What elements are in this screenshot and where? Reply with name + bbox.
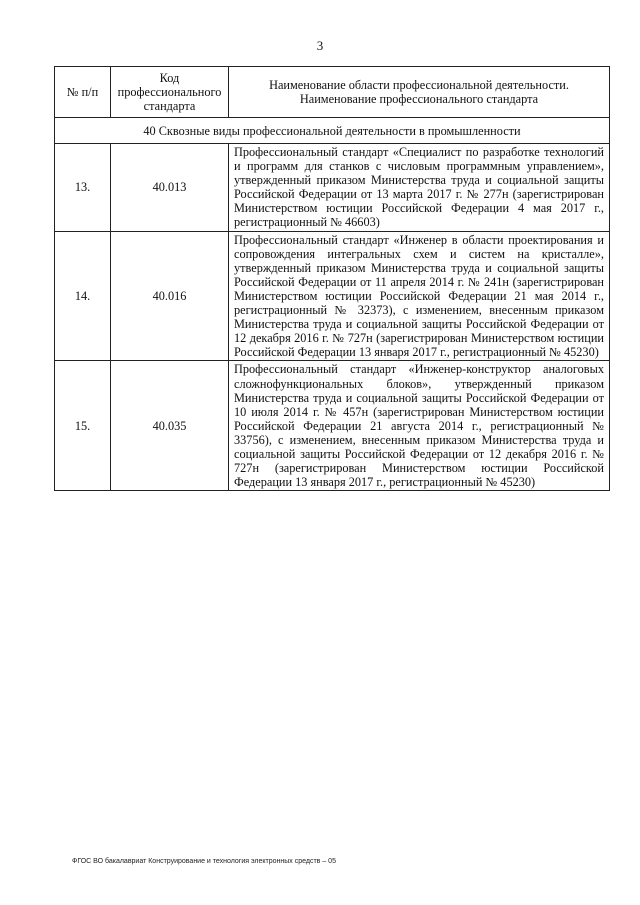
- row-name: Профессиональный стандарт «Инженер в области проектирования и сопровождения интегральных схем и систем на кристалле», утвержденный приказом Министерства труда и социальной защиты Российской Федерации от 11 апреля 2014 г. № 241н (зарегистрирован Министерством юстиции Российской Федерации 21 мая 2014 г., регистрационный № 32373), с изменением, внесенным приказом Министерства труда и социальной защиты Российской Федерации от 12 декабря 2016 г. № 727н (зарегистрирован Министерством юстиции Российской Федерации 13 января 2017 г., регистрационный № 45230): [229, 231, 610, 361]
- header-code: Код профессионального стандарта: [111, 67, 229, 118]
- table-row: [55, 361, 610, 491]
- section-row: [55, 118, 610, 144]
- table-row: [55, 144, 610, 232]
- row-num: 14.: [55, 231, 111, 361]
- row-name: Профессиональный стандарт «Специалист по разработке технологий и программ для станков с числовым программным управлением», утвержденный приказом Министерства труда и социальной защиты Российской Федерации от 13 марта 2017 г. № 277н (зарегистрирован Министерством юстиции Российской Федерации 4 мая 2017 г., регистрационный № 46603): [229, 144, 610, 232]
- header-name-line1: Наименование области профессиональной деятельности.: [269, 78, 569, 92]
- row-code: 40.035: [111, 361, 229, 491]
- row-num: 13.: [55, 144, 111, 232]
- section-title: 40 Сквозные виды профессиональной деятельности в промышленности: [55, 118, 610, 144]
- header-name: [229, 67, 610, 118]
- standards-table: [54, 66, 610, 491]
- table-row: [55, 231, 610, 361]
- header-name-line2: Наименование профессионального стандарта: [299, 92, 539, 106]
- row-name: Профессиональный стандарт «Инженер-конструктор аналоговых сложнофункциональных блоков», утвержденный приказом Министерства труда и социальной защиты Российской Федерации от 10 июля 2014 г. № 457н (зарегистрирован Министерством юстиции Российской Федерации 21 августа 2014 г., регистрационный № 33756), с изменением, внесенным приказом Министерства труда и социальной защиты Российской Федерации от 12 декабря 2016 г. № 727н (зарегистрирован Министерством юстиции Российской Федерации 13 января 2017 г., регистрационный № 45230): [229, 361, 610, 491]
- header-num: № п/п: [55, 67, 111, 118]
- row-code: 40.016: [111, 231, 229, 361]
- page-number: 3: [316, 38, 324, 53]
- row-num: 15.: [55, 361, 111, 491]
- page-footer: ФГОС ВО бакалавриат Конструирование и технология электронных средств – 05: [72, 858, 336, 865]
- row-code: 40.013: [111, 144, 229, 232]
- table-header-row: [55, 67, 610, 118]
